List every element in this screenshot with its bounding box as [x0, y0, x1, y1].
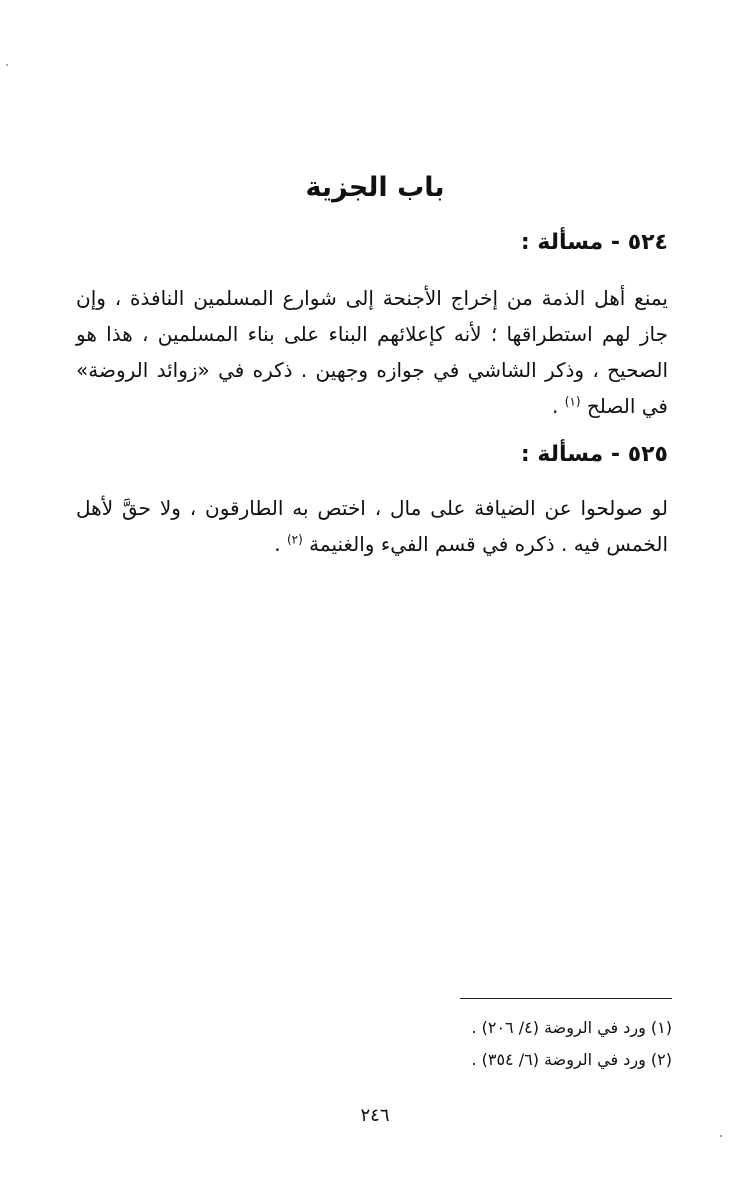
footnote-2: (٢) ورد في الروضة (٦/ ٣٥٤) . — [471, 1050, 672, 1069]
footnote-marker: (٢) — [286, 532, 303, 547]
paragraph-text: يمنع أهل الذمة من إخراج الأجنحة إلى شوارع المسلمين النافذة ، وإن جاز لهم استطراقها ؛ لأنه كإعلائهم البناء على بناء المسلمين ، هذا هو الصحيح ، وذكر الشاشي في جوازه وجهين . ذكره في «زوائد الروضة» في الصلح — [76, 286, 668, 418]
page-number: ٢٤٦ — [360, 1105, 390, 1126]
section-heading-525: ٥٢٥ - مسألة : — [520, 442, 668, 467]
scan-speck — [6, 64, 8, 66]
paragraph-text: لو صولحوا عن الضيافة على مال ، اختص به الطارقون ، ولا حقَّ لأهل الخمس فيه . ذكره في قسم الفيء والغنيمة — [76, 496, 668, 556]
section-heading-524: ٥٢٤ - مسألة : — [520, 230, 668, 255]
chapter-title: باب الجزية — [305, 172, 445, 203]
paragraph-end: . — [551, 394, 559, 418]
paragraph-end: . — [274, 532, 281, 556]
scan-speck — [720, 1135, 722, 1137]
footnote-divider — [460, 998, 672, 999]
footnote-marker: (١) — [564, 394, 581, 409]
section-paragraph-524 — [76, 280, 668, 424]
footnote-1: (١) ورد في الروضة (٤/ ٢٠٦) . — [471, 1018, 672, 1037]
section-paragraph-525 — [76, 490, 668, 562]
